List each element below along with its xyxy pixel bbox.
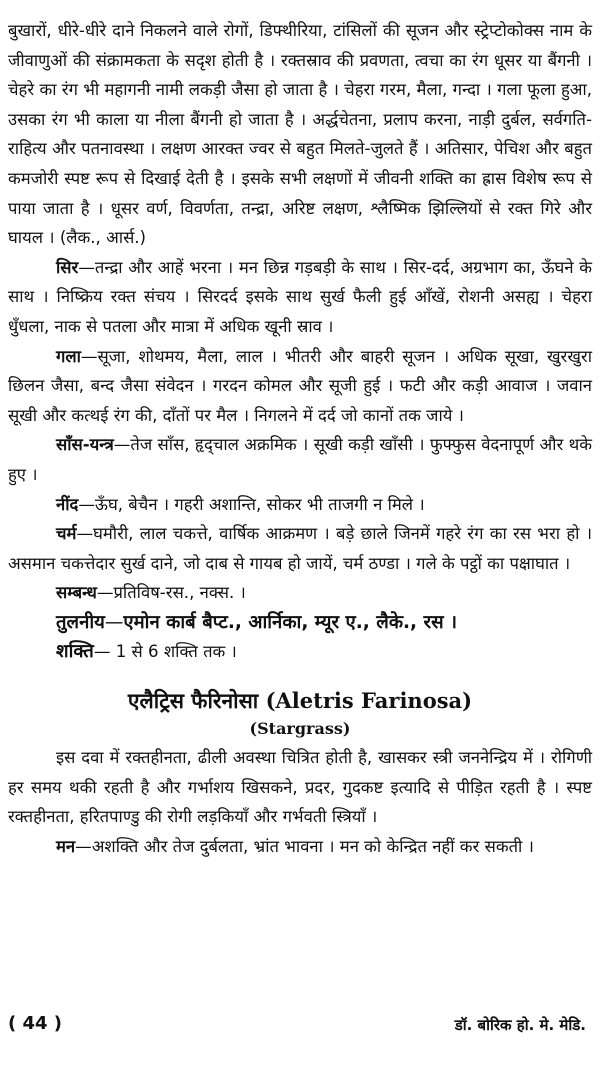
section-text: ऊँघ, बेचैन । गहरी अशान्ति, सोकर भी ताजगी न मिले । <box>94 494 425 514</box>
intro-paragraph <box>8 16 592 253</box>
section-head: सिर—तन्द्रा और आहें भरना । मन छिन्न गड़बड़ी के साथ । सिर-दर्द, अग्रभाग का, ऊँघने के साथ । निष्क्रिय रक्त संचय । सिरदर्द इसके साथ सुर्ख फैली हुई आँखें, रोशनी असह्य । चेहरा धुँधला, नाक से पतला और मात्रा में अधिक खूनी स्राव । <box>8 257 592 336</box>
section-text: प्रतिविष-रस., नक्स. । <box>113 583 246 603</box>
section-sleep: नींद—ऊँघ, बेचैन । गहरी अशान्ति, सोकर भी ताजगी न मिले । <box>56 494 425 514</box>
page-number: ( 44 ) <box>8 1013 63 1034</box>
section-term: सिर <box>56 257 79 277</box>
page-body <box>8 16 592 861</box>
section-term: मन <box>56 836 76 856</box>
remedy-title <box>8 687 592 715</box>
section-term: साँस-यन्त्र <box>56 435 114 455</box>
paragraph-text: इस दवा में रक्तहीनता, ढीली अवस्था चित्रित होती है, खासकर स्त्री जननेन्द्रिय में । रोगिणी हर समय थकी रहती है और गर्भाशय खिसकने, प्रदर, गुदकष्ट इत्यादि से पीड़ित रहती है । स्पष्ट रक्तहीनता, हरितपाण्डु की रोगी लड़कियाँ और गर्भवती स्त्रियाँ । <box>8 748 592 827</box>
section-compare: तुलनीय—एमोन कार्ब बैप्ट., आर्निका, म्यूर ए., लैके., रस । <box>56 611 458 633</box>
section-term: तुलनीय <box>56 611 105 633</box>
section-relationship: सम्बन्ध—प्रतिविष-रस., नक्स. । <box>56 583 246 603</box>
section-term: गला <box>56 346 81 366</box>
remedy-intro-paragraph <box>8 743 592 832</box>
section-text: एमोन कार्ब बैप्ट., आर्निका, म्यूर ए., लैके., रस । <box>123 611 458 633</box>
section-text: तन्द्रा और आहें भरना । मन छिन्न गड़बड़ी के साथ । सिर-दर्द, अग्रभाग का, ऊँघने के साथ । निष्क्रिय रक्त संचय । सिरदर्द इसके साथ सुर्ख फैली हुई आँखें, रोशनी असह्य । चेहरा धुँधला, नाक से पतला और मात्रा में अधिक खूनी स्राव । <box>8 257 592 336</box>
page-footer <box>8 1013 586 1039</box>
remedy-subtitle: (Stargrass) <box>249 719 351 739</box>
remedy-title-latin: (Aletris Farinosa) <box>265 688 473 714</box>
section-text: घमौरी, लाल चकत्ते, वार्षिक आक्रमण । बड़े छाले जिनमें गहरे रंग का रस भरा हो । असमान चकत्तेदार सुर्ख दाने, जो दाब से गायब हो जायें, चर्म ठण्डा । गले के पट्ठों का पक्षाघात । <box>8 524 592 573</box>
section-skin: चर्म—घमौरी, लाल चकत्ते, वार्षिक आक्रमण । बड़े छाले जिनमें गहरे रंग का रस भरा हो । असमान चकत्तेदार सुर्ख दाने, जो दाब से गायब हो जायें, चर्म ठण्डा । गले के पट्ठों का पक्षाघात । <box>8 524 592 573</box>
section-throat: गला—सूजा, शोथमय, मैला, लाल । भीतरी और बाहरी सूजन । अधिक सूखा, खुरखुरा छिलन जैसा, बन्द जैसा संवेदन । गरदन कोमल और सूजी हुई । फटी और कड़ी आवाज । जवान सूखी और कत्थई रंग की, दाँतों पर मैल । निगलने में दर्द जो कानों तक जाये । <box>8 346 592 425</box>
section-potency: शक्ति— 1 से 6 शक्ति तक । <box>56 641 237 663</box>
section-term: नींद <box>56 494 79 514</box>
paragraph-text: बुखारों, धीरे-धीरे दाने निकलने वाले रोगों, डिफ्थीरिया, टांसिलों की सूजन और स्ट्रेप्टोकोक्स नाम के जीवाणुओं की संक्रामकता के सदृश होती है । रक्तस्राव की प्रवणता, त्वचा का रंग धूसर या बैंगनी । चेहरे का रंग भी महागनी नामी लकड़ी जैसा हो जाता है । चेहरा गरम, मैला, गन्दा । गला फूला हुआ, उसका रंग भी काला या नीला बैंगनी हो जाता है । अर्द्धचेतना, प्रलाप करना, नाड़ी दुर्बल, सर्वगति-राहित्य और पतनावस्था । लक्षण आरक्त ज्वर से बहुत मिलते-जुलते हैं । अतिसार, पेचिश और बहुत कमजोरी स्पष्ट रूप से दिखाई देती है । इसके सभी लक्षणों में जीवनी शक्ति का ह्रास विशेष रूप से पाया जाता है । धूसर वर्ण, विवर्णता, तन्द्रा, अरिष्ट लक्षण, श्लैष्मिक झिल्लियों से रक्त गिरे और घायल । (लैक., आर्स.) <box>8 21 592 248</box>
section-text: 1 से 6 शक्ति तक । <box>115 642 237 662</box>
running-head: डॉ. बोरिक हो. मे. मेडि. <box>454 1016 586 1034</box>
remedy-title-hindi: एलैट्रिस फैरिनोसा <box>127 689 259 714</box>
section-respiratory: साँस-यन्त्र—तेज साँस, हृद्चाल अक्रमिक । सूखी कड़ी खाँसी । फुफ्फुस वेदनापूर्ण और थके हुए । <box>8 435 592 484</box>
section-term: शक्ति <box>56 641 94 663</box>
section-term: चर्म <box>56 524 77 544</box>
section-text: सूजा, शोथमय, मैला, लाल । भीतरी और बाहरी सूजन । अधिक सूखा, खुरखुरा छिलन जैसा, बन्द जैसा संवेदन । गरदन कोमल और सूजी हुई । फटी और कड़ी आवाज । जवान सूखी और कत्थई रंग की, दाँतों पर मैल । निगलने में दर्द जो कानों तक जाये । <box>8 346 592 425</box>
section-term: सम्बन्ध <box>56 583 97 603</box>
section-text: तेज साँस, हृद्चाल अक्रमिक । सूखी कड़ी खाँसी । फुफ्फुस वेदनापूर्ण और थके हुए । <box>8 435 592 484</box>
remedy-heading <box>8 687 592 741</box>
section-text: अशक्ति और तेज दुर्बलता, भ्रांत भावना । मन को केन्द्रित नहीं कर सकती । <box>91 836 534 856</box>
section-mind: मन—अशक्ति और तेज दुर्बलता, भ्रांत भावना । मन को केन्द्रित नहीं कर सकती । <box>56 836 534 856</box>
